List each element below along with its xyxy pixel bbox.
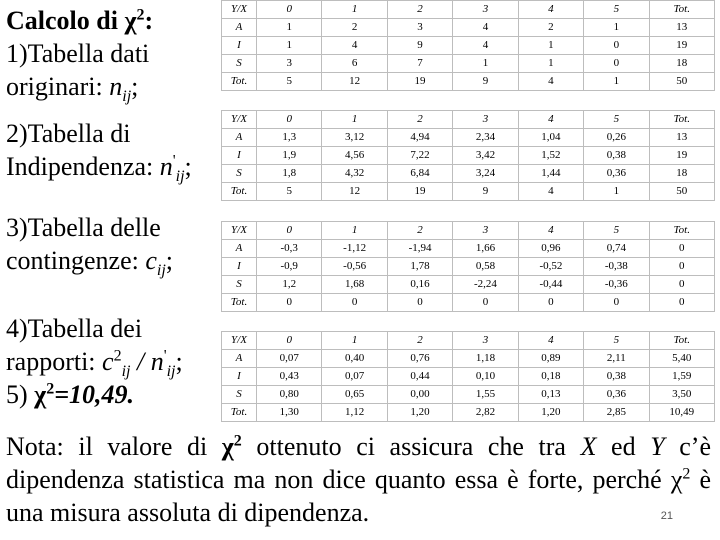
table-cell: 0,07: [257, 350, 322, 368]
table-cell: -2,24: [453, 276, 518, 294]
table-row: [222, 37, 715, 55]
table-cell: 4: [518, 332, 583, 350]
table-cell: 0,38: [584, 368, 649, 386]
table-cell: -0,52: [518, 258, 583, 276]
slide-title: Calcolo di $\chi^2$:: [6, 6, 154, 35]
table-cell: 1: [322, 222, 387, 240]
table-row: [222, 404, 715, 422]
table-cell: 1: [322, 332, 387, 350]
table-cell: Y/X: [222, 1, 257, 19]
section-contingencies: [6, 211, 174, 280]
table-cell: Y/X: [222, 111, 257, 129]
table-cell: I: [222, 258, 257, 276]
table-cell: 1: [322, 111, 387, 129]
table-cell: 7: [387, 55, 452, 73]
table-cell: 3,42: [453, 147, 518, 165]
table-cell: 4: [518, 222, 583, 240]
table-cell: 4: [518, 73, 583, 91]
table-cell: Tot.: [649, 332, 714, 350]
table-cell: 0: [257, 332, 322, 350]
table-cell: 2,85: [584, 404, 649, 422]
table-cell: 1,9: [257, 147, 322, 165]
table-cell: 1,8: [257, 165, 322, 183]
table-cell: 9: [453, 183, 518, 201]
table-header-row: [222, 222, 715, 240]
table-cell: -0,36: [584, 276, 649, 294]
contingency-table: [221, 221, 715, 312]
table-cell: -1,12: [322, 240, 387, 258]
table-cell: -0,56: [322, 258, 387, 276]
table-cell: 4: [322, 37, 387, 55]
table-cell: 1: [453, 55, 518, 73]
section-chi-square-title: [6, 4, 154, 106]
table-cell: 0,00: [387, 386, 452, 404]
table-cell: Y/X: [222, 332, 257, 350]
table-cell: 0,40: [322, 350, 387, 368]
table-cell: 0,89: [518, 350, 583, 368]
table-cell: 19: [387, 73, 452, 91]
table-cell: 2: [387, 111, 452, 129]
table-cell: 4: [518, 183, 583, 201]
table-cell: 3: [453, 222, 518, 240]
table-cell: -0,9: [257, 258, 322, 276]
table-cell: S: [222, 165, 257, 183]
table-cell: 6,84: [387, 165, 452, 183]
table-header-row: [222, 332, 715, 350]
table-cell: 1: [257, 37, 322, 55]
table-cell: S: [222, 386, 257, 404]
table-cell: 1,68: [322, 276, 387, 294]
table-cell: 4: [453, 37, 518, 55]
table-cell: 2: [387, 222, 452, 240]
table-row: [222, 350, 715, 368]
table-cell: Y/X: [222, 222, 257, 240]
table-cell: 3: [453, 332, 518, 350]
table-cell: 1,59: [649, 368, 714, 386]
table-cell: 1,52: [518, 147, 583, 165]
step-5-result: 5) $\chi^2=10,49$.: [6, 380, 135, 409]
table-cell: 2,82: [453, 404, 518, 422]
table-cell: 5: [257, 73, 322, 91]
table-cell: 1: [584, 183, 649, 201]
table-cell: 19: [649, 147, 714, 165]
table-cell: 18: [649, 165, 714, 183]
table-cell: -0,3: [257, 240, 322, 258]
table-cell: -0,38: [584, 258, 649, 276]
table-cell: 9: [387, 37, 452, 55]
table-cell: 1,18: [453, 350, 518, 368]
table-cell: 3,50: [649, 386, 714, 404]
table-cell: Tot.: [649, 222, 714, 240]
table-row: [222, 294, 715, 312]
table-cell: 6: [322, 55, 387, 73]
table-cell: 2: [387, 332, 452, 350]
step-2-label: 2)Tabella di: [6, 119, 131, 148]
table-cell: A: [222, 350, 257, 368]
table-row: [222, 183, 715, 201]
table-cell: 0: [584, 55, 649, 73]
table-cell: 1,2: [257, 276, 322, 294]
table-cell: 0: [584, 37, 649, 55]
table-cell: 19: [387, 183, 452, 201]
table-cell: 1,30: [257, 404, 322, 422]
table-cell: 0,74: [584, 240, 649, 258]
table-cell: 0: [518, 294, 583, 312]
table-row: [222, 240, 715, 258]
table-row: [222, 276, 715, 294]
table-cell: Tot.: [649, 111, 714, 129]
table-cell: I: [222, 368, 257, 386]
table-cell: 1,44: [518, 165, 583, 183]
step-1-label: 1)Tabella dati: [6, 39, 150, 68]
table-cell: 1,3: [257, 129, 322, 147]
independence-table: [221, 110, 715, 201]
step-3-formula: contingenze: $c_{ij}$;: [6, 246, 174, 280]
table-cell: 5,40: [649, 350, 714, 368]
step-1-formula: originari: $n_{ij}$;: [6, 72, 139, 106]
table-cell: 1,66: [453, 240, 518, 258]
table-cell: 0,18: [518, 368, 583, 386]
original-data-table: [221, 0, 715, 91]
table-cell: 12: [322, 183, 387, 201]
page-number: 21: [660, 510, 673, 522]
table-cell: S: [222, 276, 257, 294]
table-cell: 12: [322, 73, 387, 91]
table-cell: 0: [584, 294, 649, 312]
table-cell: 13: [649, 19, 714, 37]
table-cell: 0,38: [584, 147, 649, 165]
table-cell: 1: [584, 19, 649, 37]
table-cell: -0,44: [518, 276, 583, 294]
table-cell: 3,12: [322, 129, 387, 147]
table-cell: I: [222, 147, 257, 165]
table-cell: 0: [257, 294, 322, 312]
table-cell: A: [222, 19, 257, 37]
table-cell: 0: [649, 258, 714, 276]
table-cell: 18: [649, 55, 714, 73]
step-4-label: 4)Tabella dei: [6, 314, 143, 343]
table-cell: 0,13: [518, 386, 583, 404]
table-cell: 7,22: [387, 147, 452, 165]
table-cell: 3,24: [453, 165, 518, 183]
table-cell: 3: [387, 19, 452, 37]
table-cell: 13: [649, 129, 714, 147]
table-cell: 0: [387, 294, 452, 312]
table-cell: I: [222, 37, 257, 55]
table-cell: 0: [257, 111, 322, 129]
table-cell: 0,44: [387, 368, 452, 386]
table-cell: 2,34: [453, 129, 518, 147]
table-cell: 0: [257, 1, 322, 19]
step-2-formula: Indipendenza: $n'_{ij}$;: [6, 152, 192, 186]
table-row: [222, 73, 715, 91]
table-cell: 0: [453, 294, 518, 312]
table-cell: Tot.: [222, 404, 257, 422]
table-cell: 0: [322, 294, 387, 312]
table-cell: S: [222, 55, 257, 73]
step-4-formula: rapporti: $c^2_{ij} / n'_{ij}$;: [6, 347, 183, 381]
table-cell: 1: [257, 19, 322, 37]
table-cell: 0: [257, 222, 322, 240]
table-cell: 4: [518, 111, 583, 129]
table-cell: 5: [584, 222, 649, 240]
table-cell: 0,96: [518, 240, 583, 258]
table-cell: 0,65: [322, 386, 387, 404]
table-header-row: [222, 1, 715, 19]
table-cell: 3: [453, 111, 518, 129]
ratio-table: [221, 331, 715, 422]
table-cell: 4: [518, 1, 583, 19]
table-row: [222, 147, 715, 165]
table-cell: Tot.: [222, 73, 257, 91]
table-cell: Tot.: [649, 1, 714, 19]
table-cell: A: [222, 240, 257, 258]
table-cell: 50: [649, 73, 714, 91]
table-cell: 1: [322, 1, 387, 19]
table-cell: 3: [257, 55, 322, 73]
table-cell: Tot.: [222, 183, 257, 201]
table-row: [222, 386, 715, 404]
table-cell: 5: [584, 111, 649, 129]
table-cell: 2: [322, 19, 387, 37]
table-row: [222, 258, 715, 276]
table-cell: 50: [649, 183, 714, 201]
table-row: [222, 55, 715, 73]
table-cell: 1,04: [518, 129, 583, 147]
table-cell: 2,11: [584, 350, 649, 368]
table-cell: 10,49: [649, 404, 714, 422]
table-cell: 4,32: [322, 165, 387, 183]
table-row: [222, 368, 715, 386]
section-independence: [6, 117, 192, 186]
table-cell: 5: [584, 332, 649, 350]
table-cell: 0,16: [387, 276, 452, 294]
table-cell: 1,20: [387, 404, 452, 422]
section-ratios: [6, 312, 183, 411]
note-paragraph: Nota: il valore di $\chi^2$ ottenuto ci assicura che tra X ed Y c’è dipendenza statistica ma non dice quanto essa è forte, perché $\chi^2$ è una misura assoluta di dipendenza.: [6, 432, 712, 527]
table-cell: 0,76: [387, 350, 452, 368]
table-cell: 0,80: [257, 386, 322, 404]
table-cell: 3: [453, 1, 518, 19]
table-cell: 1: [584, 73, 649, 91]
table-cell: 4: [453, 19, 518, 37]
table-cell: 5: [257, 183, 322, 201]
table-cell: 4,56: [322, 147, 387, 165]
table-cell: 0,36: [584, 165, 649, 183]
table-cell: 1: [518, 55, 583, 73]
table-cell: 2: [387, 1, 452, 19]
table-cell: 0,43: [257, 368, 322, 386]
table-cell: 9: [453, 73, 518, 91]
table-cell: 0,36: [584, 386, 649, 404]
table-cell: 5: [584, 1, 649, 19]
table-cell: 0,07: [322, 368, 387, 386]
table-cell: 0: [649, 240, 714, 258]
table-cell: 1: [518, 37, 583, 55]
table-cell: 2: [518, 19, 583, 37]
table-header-row: [222, 111, 715, 129]
table-cell: -1,94: [387, 240, 452, 258]
table-cell: 1,55: [453, 386, 518, 404]
table-cell: 0: [649, 276, 714, 294]
table-cell: 1,20: [518, 404, 583, 422]
table-cell: 1,12: [322, 404, 387, 422]
table-row: [222, 165, 715, 183]
table-cell: 1,78: [387, 258, 452, 276]
table-cell: 0,58: [453, 258, 518, 276]
table-cell: Tot.: [222, 294, 257, 312]
table-cell: 4,94: [387, 129, 452, 147]
table-cell: 19: [649, 37, 714, 55]
table-cell: A: [222, 129, 257, 147]
table-cell: 0: [649, 294, 714, 312]
table-cell: 0,10: [453, 368, 518, 386]
table-cell: 0,26: [584, 129, 649, 147]
table-row: [222, 129, 715, 147]
table-row: [222, 19, 715, 37]
step-3-label: 3)Tabella delle: [6, 213, 161, 242]
